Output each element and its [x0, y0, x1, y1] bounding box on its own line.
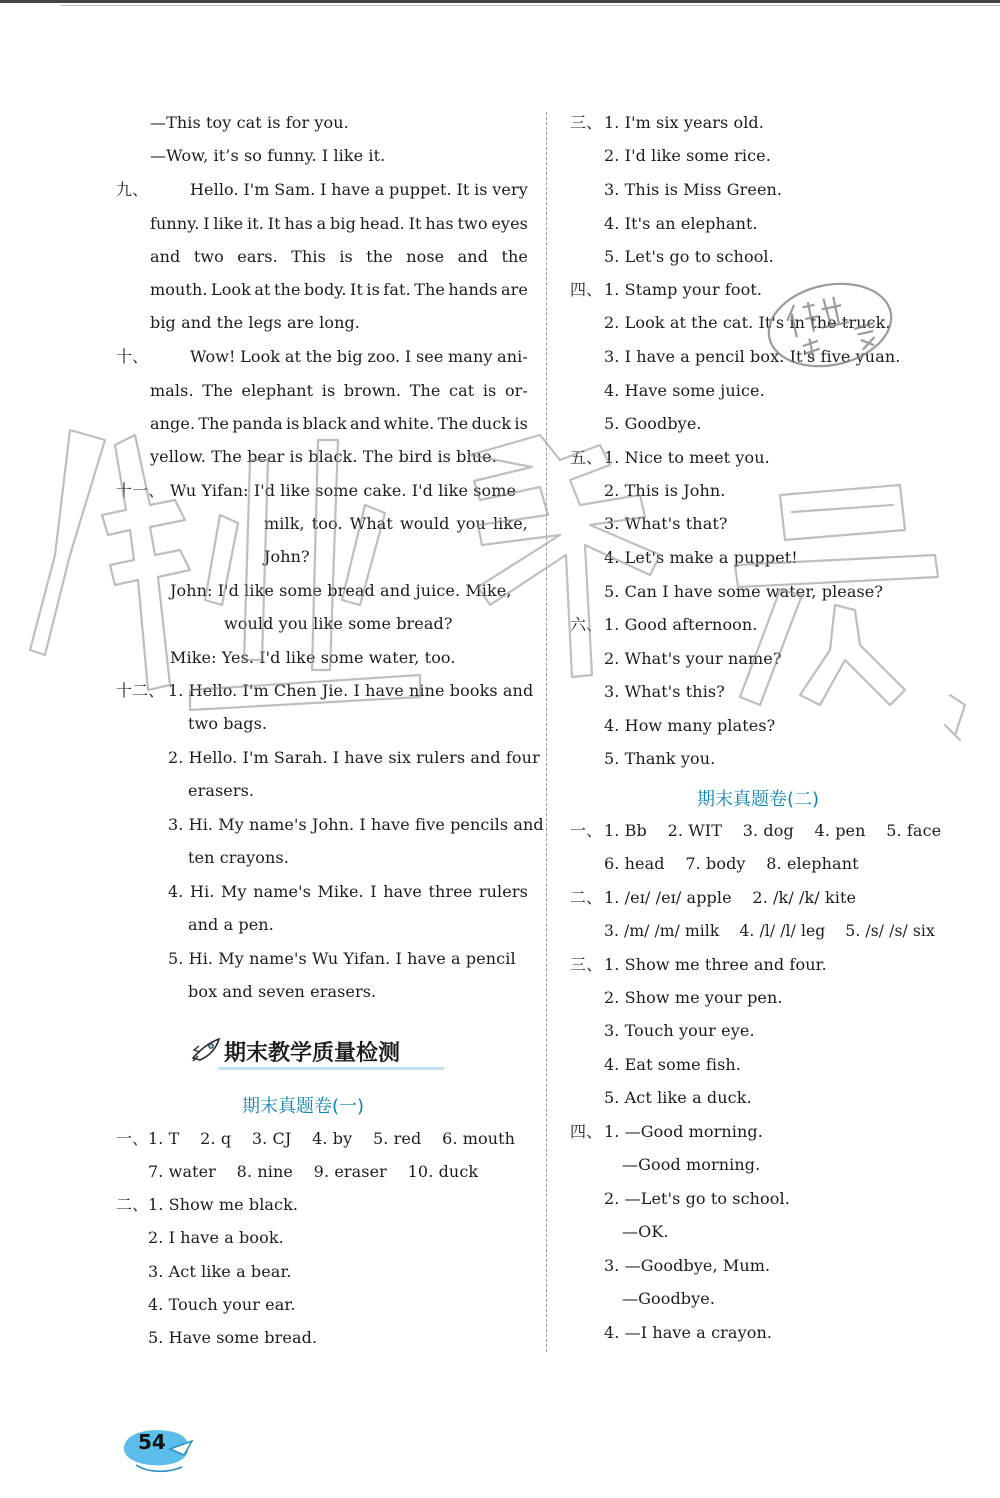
- word: The: [202, 381, 233, 400]
- word: Mike.: [317, 882, 364, 901]
- word: duck: [471, 414, 512, 433]
- word: has: [284, 214, 313, 233]
- word: What: [349, 514, 393, 533]
- dialog-line: —This toy cat is for you.: [150, 113, 349, 132]
- word: Wow!: [190, 347, 236, 366]
- answer-line: 3. Act like a bear.: [148, 1262, 292, 1281]
- passage-line: [190, 180, 528, 200]
- passage-line: [150, 280, 528, 300]
- word: cat: [449, 381, 475, 400]
- answer-line: 1. —Good morning.: [604, 1122, 763, 1141]
- answer-line: 2. Show me your pen.: [604, 988, 783, 1007]
- word: I: [370, 882, 377, 901]
- word: I: [404, 347, 412, 366]
- word: are: [500, 280, 528, 299]
- word: It: [267, 214, 281, 233]
- word: is: [514, 414, 528, 433]
- answer-line: 1. I'm six years old.: [604, 113, 764, 132]
- answer-line: 7. water 8. nine 9. eraser 10. duck: [148, 1162, 479, 1181]
- answer-line: 4. Touch your ear.: [148, 1295, 296, 1314]
- word: is: [482, 381, 497, 400]
- word: very: [492, 180, 528, 199]
- answer-line: 3. Touch your eye.: [604, 1021, 755, 1040]
- section-number: 二、: [116, 1195, 149, 1214]
- passage-line: [150, 247, 528, 267]
- subheading: 期末真题卷(一): [242, 1096, 365, 1117]
- answer-line: 1. Show me black.: [148, 1195, 299, 1214]
- word: have: [331, 180, 371, 199]
- top-border-thin: [60, 5, 1000, 6]
- answer-line: 1. Good afternoon.: [604, 615, 758, 634]
- passage-line: [150, 214, 528, 234]
- answer-line: 6. head 7. body 8. elephant: [604, 854, 859, 873]
- word: I: [203, 214, 210, 233]
- dialog-line: John?: [264, 547, 310, 566]
- column-divider: [546, 112, 547, 1352]
- section-number: 六、: [570, 615, 603, 634]
- answer-line: 5. Goodbye.: [604, 414, 702, 433]
- dialog-line: John: I'd like some bread and juice. Mike,: [170, 581, 512, 600]
- section-number: 九、: [116, 180, 149, 199]
- word: The: [409, 381, 441, 400]
- answer-line: 3. What's that?: [604, 514, 728, 533]
- answer-line: 1. Stamp your foot.: [604, 280, 763, 299]
- answer-line: —Good morning.: [622, 1155, 761, 1174]
- word: head.: [359, 214, 405, 233]
- page-number: 54: [138, 1430, 166, 1454]
- word: zoo.: [367, 347, 401, 366]
- word: rulers: [478, 882, 528, 901]
- answer-line: 3. Hi. My name's John. I have five pencils and: [168, 815, 544, 834]
- word: is: [339, 247, 353, 266]
- answer-line: 2. What's your name?: [604, 649, 782, 668]
- word: It: [350, 280, 363, 299]
- word: two: [193, 247, 224, 266]
- word: body.: [303, 280, 347, 299]
- answer-line: 3. I have a pencil box. It's five yuan.: [604, 347, 901, 366]
- word: a: [316, 214, 327, 233]
- word: is: [474, 180, 488, 199]
- answer-line: 4. How many plates?: [604, 716, 776, 735]
- passage-line: [150, 381, 528, 401]
- word: puppet.: [389, 180, 452, 199]
- word: The: [437, 414, 469, 433]
- word: ani-: [497, 347, 528, 366]
- word: or-: [504, 381, 528, 400]
- page-number-badge: [118, 1425, 208, 1475]
- word: Hi.: [190, 882, 215, 901]
- answer-line: 3. What's this?: [604, 682, 725, 701]
- word: many: [448, 347, 493, 366]
- word: is: [321, 381, 336, 400]
- answer-line: 2. —Let's go to school.: [604, 1189, 790, 1208]
- word: at: [254, 280, 271, 299]
- dialog-line: —Wow, it’s so funny. I like it.: [150, 146, 386, 165]
- word: The: [198, 414, 230, 433]
- answer-line: 3. /m/ /m/ milk 4. /l/ /l/ leg 5. /s/ /s/ six: [604, 922, 935, 940]
- word: is: [366, 280, 380, 299]
- word: It: [456, 180, 470, 199]
- word: I: [320, 180, 327, 199]
- section-number: 一、: [570, 821, 603, 840]
- main-heading: [190, 1030, 450, 1070]
- word: fat.: [383, 280, 411, 299]
- section-number: 三、: [570, 955, 603, 974]
- answer-line: 4. —I have a crayon.: [604, 1323, 773, 1342]
- word: This: [291, 247, 326, 266]
- answer-line: 3. —Goodbye, Mum.: [604, 1256, 771, 1275]
- word: the: [274, 280, 301, 299]
- word: milk,: [264, 514, 305, 533]
- answer-line: 5. Hi. My name's Wu Yifan. I have a pencil: [168, 949, 516, 968]
- word: Sam.: [274, 180, 316, 199]
- subheading: 期末真题卷(二): [697, 789, 820, 810]
- word: ange.: [150, 414, 196, 433]
- word: have: [383, 882, 422, 901]
- word: Look: [240, 347, 281, 366]
- word: at: [284, 347, 301, 366]
- answer-line: 4. Have some juice.: [604, 381, 765, 400]
- word: three: [428, 882, 473, 901]
- section-number: 五、: [570, 448, 603, 467]
- word: the: [366, 247, 393, 266]
- answer-line: 2. Look at the cat. It's in the truck.: [604, 313, 891, 332]
- answer-line: 2. I'd like some rice.: [604, 146, 771, 165]
- answer-line: 2. This is John.: [604, 481, 726, 500]
- word: white.: [383, 414, 435, 433]
- section-number: 二、: [570, 888, 603, 907]
- word: ears.: [237, 247, 278, 266]
- word: Hello.: [190, 180, 239, 199]
- answer-line: 4. It's an elephant.: [604, 214, 758, 233]
- answer-line: 5. Let's go to school.: [604, 247, 774, 266]
- word: has: [425, 214, 454, 233]
- answer-line: 1. Nice to meet you.: [604, 448, 770, 467]
- word: I'm: [243, 180, 270, 199]
- top-border: [0, 0, 1000, 3]
- word: would: [400, 514, 450, 533]
- word: like: [213, 214, 244, 233]
- answer-line: 4. Let's make a puppet!: [604, 548, 798, 567]
- word: the: [501, 247, 528, 266]
- word: see: [415, 347, 444, 366]
- answer-line: 2. I have a book.: [148, 1228, 284, 1247]
- answer-line: 1. Show me three and four.: [604, 955, 827, 974]
- passage-line: [150, 414, 528, 434]
- word: big: [336, 347, 363, 366]
- answer-line: 5. Have some bread.: [148, 1328, 318, 1347]
- word: elephant: [241, 381, 314, 400]
- section-number: 四、: [570, 280, 603, 299]
- word: too.: [311, 514, 343, 533]
- answer-line: 1. Hello. I'm Chen Jie. I have nine books and: [168, 681, 534, 700]
- rocket-icon: [190, 1036, 222, 1062]
- word: It: [408, 214, 422, 233]
- word: eyes: [491, 214, 528, 233]
- word: big: [330, 214, 356, 233]
- section-number: 三、: [570, 113, 603, 132]
- answer-line: 5. Act like a duck.: [604, 1088, 752, 1107]
- word: hands: [448, 280, 498, 299]
- answer-line: 5. Can I have some water, please?: [604, 582, 884, 601]
- answer-line: erasers.: [188, 781, 255, 800]
- word: black: [302, 414, 347, 433]
- word: mouth.: [150, 280, 208, 299]
- word: The: [414, 280, 445, 299]
- passage-line: yellow. The bear is black. The bird is blue.: [150, 447, 497, 466]
- answer-line: 5. Thank you.: [604, 749, 716, 768]
- word: a: [374, 180, 385, 199]
- dialog-line: [264, 514, 528, 534]
- answer-line: two bags.: [188, 714, 268, 733]
- answer-line: and a pen.: [188, 915, 274, 934]
- word: is: [285, 414, 300, 433]
- word: Look: [210, 280, 251, 299]
- main-heading-text: 期末教学质量检测: [224, 1041, 401, 1066]
- answer-line: 1. /eɪ/ /eɪ/ apple 2. /k/ /k/ kite: [604, 888, 857, 907]
- dialog-line: Wu Yifan: I'd like some cake. I'd like some: [170, 481, 517, 500]
- answer-line: 1. Bb 2. WIT 3. dog 4. pen 5. face: [604, 821, 942, 840]
- word: and: [457, 247, 489, 266]
- word: and: [150, 247, 181, 266]
- passage-line: big and the legs are long.: [150, 313, 360, 332]
- word: and: [350, 414, 381, 433]
- section-number: 十、: [116, 347, 149, 366]
- passage-line: [190, 347, 528, 367]
- word: two: [457, 214, 488, 233]
- answer-line: —Goodbye.: [622, 1289, 716, 1308]
- section-number: 十一、: [116, 481, 165, 500]
- section-number: 十二、: [116, 681, 165, 700]
- section-number: 一、: [116, 1129, 149, 1148]
- word: funny.: [150, 214, 200, 233]
- answer-line: [168, 882, 528, 902]
- word: you: [456, 514, 486, 533]
- word: nose: [406, 247, 445, 266]
- answer-line: 4. Eat some fish.: [604, 1055, 741, 1074]
- word: panda: [232, 414, 283, 433]
- answer-line: ten crayons.: [188, 848, 289, 867]
- answer-line: 2. Hello. I'm Sarah. I have six rulers and four: [168, 748, 540, 767]
- answer-line: 1. T 2. q 3. CJ 4. by 5. red 6. mouth: [148, 1129, 516, 1148]
- dialog-line: Mike: Yes. I'd like some water, too.: [170, 648, 456, 667]
- word: 4.: [168, 882, 184, 901]
- word: the: [305, 347, 333, 366]
- answer-line: —OK.: [622, 1222, 669, 1241]
- heading-underline: [218, 1067, 444, 1070]
- word: it.: [247, 214, 264, 233]
- word: like,: [492, 514, 528, 533]
- answer-line: box and seven erasers.: [188, 982, 377, 1001]
- word: brown.: [343, 381, 402, 400]
- dialog-line: would you like some bread?: [224, 614, 453, 633]
- word: My: [221, 882, 247, 901]
- word: name's: [253, 882, 311, 901]
- word: mals.: [150, 381, 194, 400]
- section-number: 四、: [570, 1122, 603, 1141]
- answer-line: 3. This is Miss Green.: [604, 180, 783, 199]
